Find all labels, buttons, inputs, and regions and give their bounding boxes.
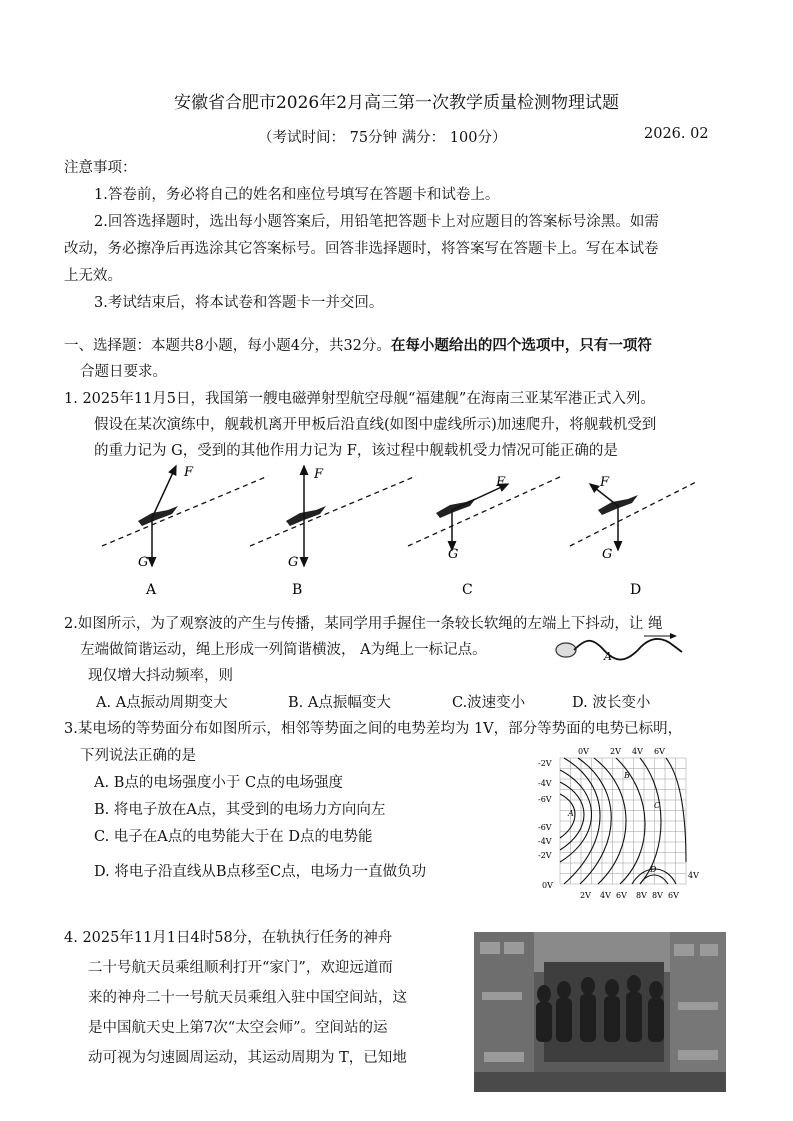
q2-wave-figure — [552, 630, 692, 672]
q3-top-label-0v: 0V — [578, 747, 589, 756]
q3-line-2: 下列说法正确的是 — [80, 748, 196, 764]
q1-d-force-g: G — [602, 547, 613, 562]
section-heading — [64, 334, 652, 355]
q1-d-force-f: F — [600, 475, 610, 490]
q3-left-label-2: -4V — [538, 779, 552, 788]
q4-line-2: 二十号航天员乘组顺利打开“家门”，欢迎远道而 — [88, 960, 393, 976]
q3-bottom-label-2: 4V — [600, 891, 611, 900]
q3-point-b: B — [624, 771, 630, 780]
paper-title: 安徽省合肥市2026年2月高三第一次教学质量检测物理试题 — [173, 93, 620, 113]
q1-diagram-c — [408, 475, 562, 598]
q3-top-label-4v: 4V — [632, 747, 643, 756]
q1-b-force-f: F — [314, 467, 324, 482]
q1-label-a: A — [146, 582, 157, 598]
q2-line-3: 现仅增大抖动频率，则 — [88, 668, 233, 684]
q1-diagram-b — [250, 466, 416, 598]
notice-item-2-line-3: 上无效。 — [64, 268, 122, 284]
q1-line-3: 的重力记为 G，受到的其他作用力记为 F，该过程中舰载机受力情况可能正确的是 — [94, 443, 618, 459]
q2-line-1: 2.如图所示，为了观察波的产生与传播，某同学用手握住一条较长软绳的左端上下抖动，让 绳 — [64, 616, 663, 632]
exam-date: 2026. 02 — [644, 126, 709, 142]
q3-option-d: D. 将电子沿直线从B点移至C点，电场力一直做负功 — [94, 864, 427, 880]
q1-a-force-f: F — [184, 465, 194, 480]
q1-label-c: C — [462, 582, 473, 598]
section-heading-part-1: 一、选择题：本题共8小题，每小题4分，共32分。 — [64, 338, 391, 354]
q3-option-b: B. 将电子放在A点，其受到的电场力方向向左 — [94, 802, 386, 818]
q1-line-1: 1. 2025年11月5日，我国第一艘电磁弹射型航空母舰“福建舰”在海南三亚某军港正式入列。 — [64, 391, 655, 407]
q3-right-label: 4V — [688, 871, 699, 880]
q3-left-label-4: -6V — [538, 823, 552, 832]
q3-bottom-label-5: 8V — [652, 891, 663, 900]
q3-point-d: D — [650, 865, 657, 874]
q2-option-a: A. A点振动周期变大 — [96, 695, 228, 711]
notice-item-1: 1.答卷前，务必将自己的姓名和座位号填写在答题卡和试卷上。 — [94, 187, 500, 203]
q1-c-force-f: F — [496, 475, 506, 490]
exam-info: （考试时间： 75分钟 满分： 100分） — [258, 130, 507, 146]
q1-label-b: B — [292, 582, 303, 598]
q1-diagram-d — [570, 475, 696, 598]
q3-option-a: A. B点的电场强度小于 C点的电场强度 — [94, 775, 344, 791]
q1-line-2: 假设在某次演练中，舰载机离开甲板后沿直线(如图中虚线所示)加速爬升，将舰载机受到 — [94, 417, 657, 433]
q2-option-c: C.波速变小 — [452, 695, 526, 711]
q3-option-c: C. 电子在A点的电势能大于在 D点的电势能 — [94, 829, 373, 845]
q1-diagram-a — [102, 465, 268, 598]
q1-label-d: D — [630, 582, 642, 598]
q3-bottom-label-4: 8V — [636, 891, 647, 900]
notice-heading: 注意事项： — [64, 160, 137, 176]
q3-left-label-6: -2V — [538, 851, 552, 860]
q3-point-a: A — [568, 809, 574, 818]
q1-b-force-g: G — [288, 555, 299, 570]
q3-left-label-5: -4V — [538, 837, 552, 846]
q2-option-d: D. 波长变小 — [572, 695, 651, 711]
section-heading-part-2: 在每小题给出的四个选项中，只有一项符 — [390, 337, 652, 354]
q2-line-2: 左端做简谐运动，绳上形成一列简谐横波， A为绳上一标记点。 — [80, 642, 487, 658]
q3-bottom-label-3: 6V — [616, 891, 627, 900]
notice-item-2-line-2: 改动，务必擦净后再选涂其它答案标号。回答非选择题时，将答案写在答题卡上。写在本试卷 — [64, 241, 659, 257]
q4-line-1: 4. 2025年11月1日4时58分，在轨执行任务的神舟 — [64, 930, 393, 946]
q2-option-b: B. A点振幅变大 — [288, 695, 391, 711]
q3-bottom-label-1: 2V — [580, 891, 591, 900]
q3-top-label-6v: 6V — [654, 747, 665, 756]
q3-left-label-1: -2V — [538, 759, 552, 768]
q3-left-label-3: -6V — [538, 795, 552, 804]
space-station-photo — [474, 932, 726, 1092]
q3-point-c: C — [654, 801, 661, 810]
notice-item-2-line-1: 2.回答选择题时，选出每小题答案后，用铅笔把答题卡上对应题目的答案标号涂黑。如需 — [94, 214, 659, 230]
q3-equipotential-figure — [536, 744, 706, 904]
q4-line-4: 是中国航天史上第7次“太空会师”。空间站的运 — [88, 1020, 388, 1036]
section-heading-line-2: 合题日要求。 — [80, 364, 167, 380]
q4-line-3: 来的神舟二十一号航天员乘组入驻中国空间站，这 — [88, 990, 407, 1006]
hand-icon — [556, 643, 576, 657]
q3-top-label-2v: 2V — [610, 747, 621, 756]
q3-bottom-label-6: 6V — [668, 891, 679, 900]
q3-line-1: 3.某电场的等势面分布如图所示，相邻等势面之间的电势差均为 1V，部分等势面的电势已标明， — [64, 721, 683, 737]
notice-item-3: 3.考试结束后，将本试卷和答题卡一并交回。 — [94, 295, 384, 311]
q1-figure — [90, 458, 710, 600]
q4-line-5: 动可视为匀速圆周运动，其运动周期为 T，已知地 — [88, 1050, 407, 1066]
q2-point-a-label: A — [604, 650, 612, 663]
q1-c-force-g: G — [448, 547, 459, 562]
q1-a-force-g: G — [138, 555, 149, 570]
q3-left-label-7: 0V — [542, 881, 553, 890]
